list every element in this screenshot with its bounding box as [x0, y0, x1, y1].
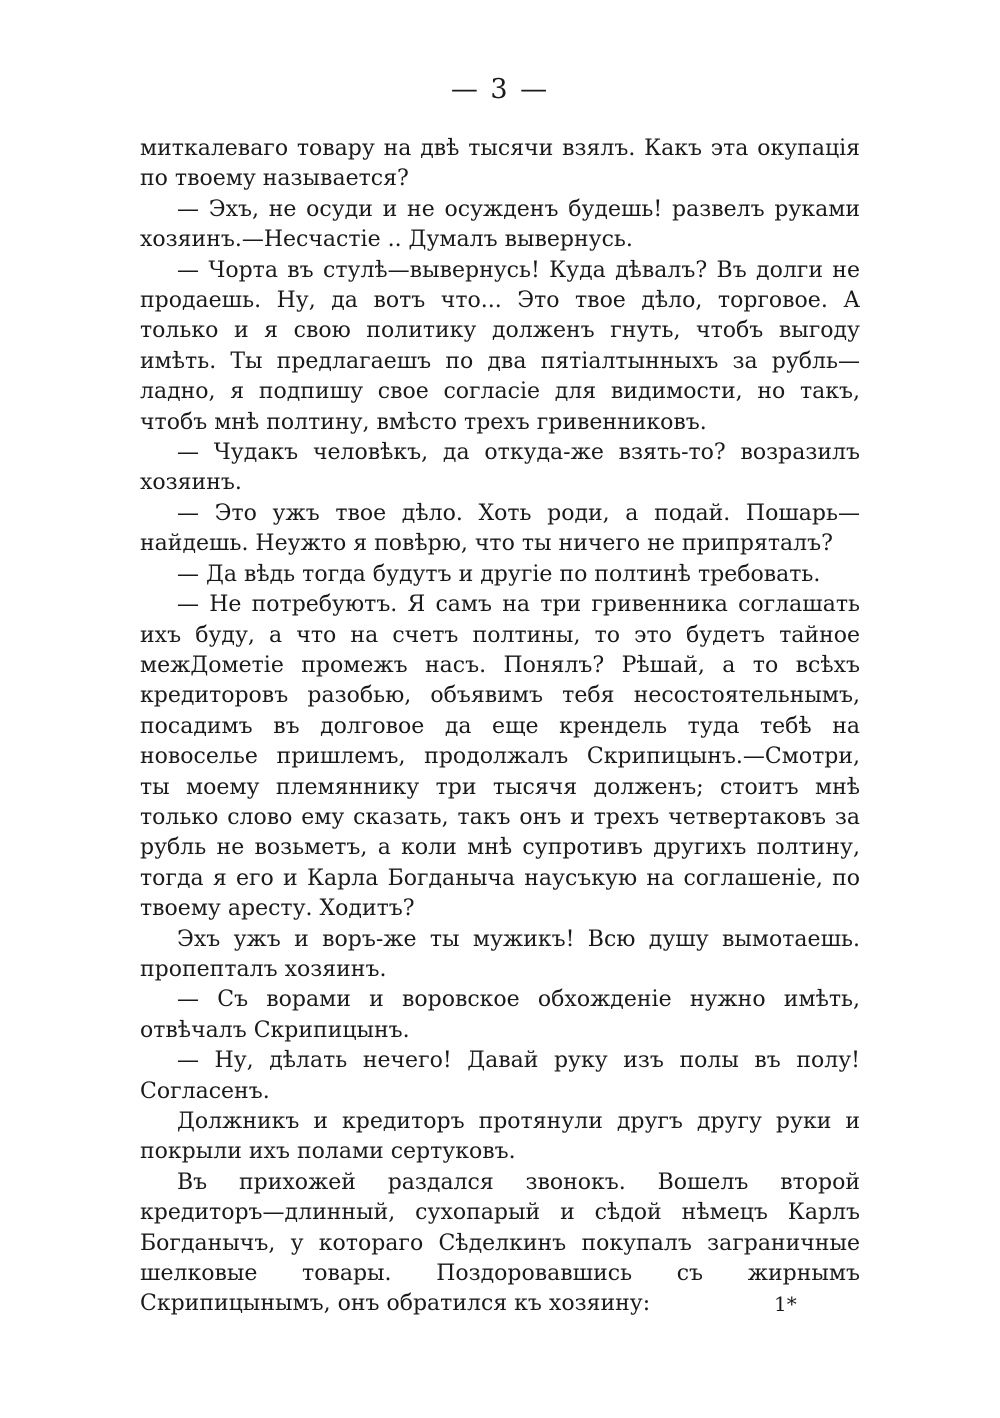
paragraph: — Чорта въ стулѣ—вывернусь! Куда дѣвалъ? Въ долги не продаешь. Ну, да вотъ что... Это твое дѣло, торговое. А только и я свою политику долженъ гнуть, чтобъ выгоду имѣть. Ты предлагаешъ по два пятіалтынныхъ за рубль—ладно, я подпишу свое согласіе для видимости, но такъ, чтобъ мнѣ полтину, вмѣсто трехъ гривенниковъ.	[140, 257, 860, 435]
paragraph: — Да вѣдь тогда будутъ и другіе по полтинѣ требовать.	[177, 561, 821, 587]
paragraph: — Чудакъ человѣкъ, да откуда-же взять-то? возразилъ хозяинъ.	[140, 440, 860, 496]
page-text	[140, 134, 860, 1320]
page-number: — 3 —	[450, 74, 550, 105]
paragraph: Эхъ ужъ и воръ-же ты мужикъ! Всю душу вымотаешь. пропепталъ хозяинъ.	[140, 926, 860, 982]
paragraph: — Ну, дѣлать нечего! Давай руку изъ полы въ полу! Согласенъ.	[140, 1048, 860, 1104]
paragraph: — Это ужъ твое дѣло. Хоть роди, а подай. Пошарь—найдешь. Неужто я повѣрю, что ты ничего не припряталъ?	[140, 500, 860, 557]
paragraph: — Эхъ, не осуди и не осужденъ будешь! развелъ руками хозяинъ.—Несчастіе .. Думалъ вывернусь.	[140, 196, 860, 253]
paragraph: — Съ ворами и воровское обхожденіе нужно имѣть, отвѣчалъ Скрипицынъ.	[140, 987, 860, 1043]
paragraph: Должникъ и кредиторъ протянули другъ другу руки и покрыли ихъ полами сертуковъ.	[140, 1109, 860, 1165]
paragraph: — Не потребуютъ. Я самъ на три гривенника соглашать ихъ буду, а что на счетъ полтины, то это будетъ тайное межДометіе промежъ насъ. Понялъ? Рѣшай, а то всѣхъ кредиторовъ разобью, объявимъ тебя несостоятельнымъ, посадимъ въ долговое да еще крендель туда тебѣ на новоселье пришлемъ, продолжалъ Скрипицынъ.—Смотри, ты моему племяннику три тысячя долженъ; стоитъ мнѣ только слово ему сказать, такъ онъ и трехъ четвертаковъ за рубль не возьметъ, а коли мнѣ супротивъ другихъ полтину, тогда я его и Карла Богданыча наусъкую на соглашеніе, по твоему аресту. Ходитъ?	[140, 592, 860, 922]
paragraph: Въ прихожей раздался звонокъ. Вошелъ второй кредиторъ—длинный, сухопарый и сѣдой нѣмецъ Карлъ Богданычъ, у котораго Сѣделкинъ покупалъ заграничные шелковые товары. Поздоровавшись съ жирнымъ Скрипицынымъ, онъ обратился къ хозяину:	[140, 1169, 860, 1317]
signature-mark: 1*	[774, 1292, 797, 1316]
paragraph: миткалеваго товару на двѣ тысячи взялъ. Какъ эта окупація по твоему называется?	[140, 136, 860, 192]
